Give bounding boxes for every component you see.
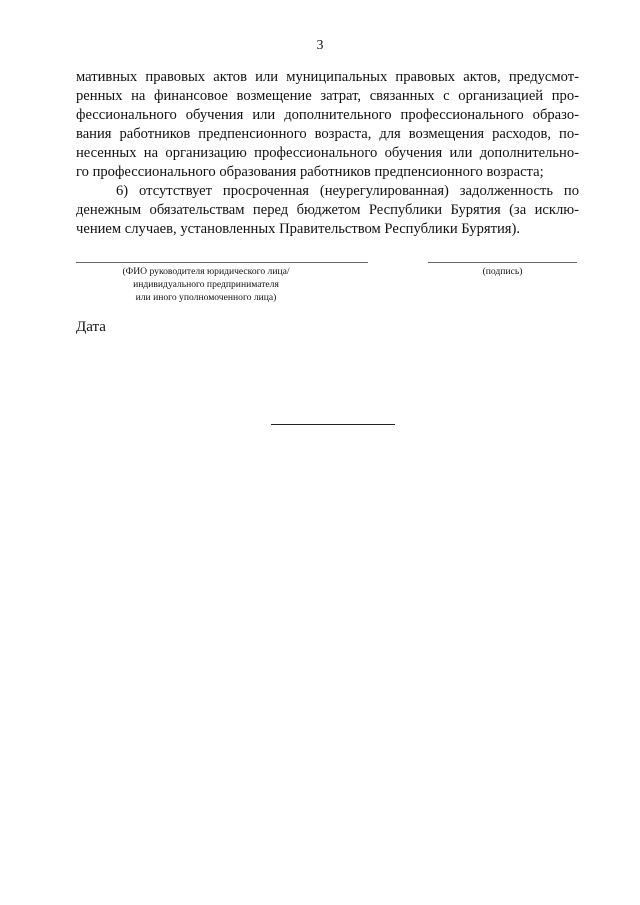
item-6-line: денежным обязательствам перед бюджетом Республики Бурятия (за исклю- xyxy=(76,202,579,218)
paragraph-line: ренных на финансовое возмещение затрат, связанных с организацией про- xyxy=(76,88,579,104)
signature-caption: (подпись) xyxy=(482,266,523,277)
closing-line xyxy=(271,424,395,425)
paragraph-line: фессионального обучения или дополнительного профессионального образо- xyxy=(76,107,579,123)
paragraph-line: го профессионального образования работников предпенсионного возраста; xyxy=(76,164,544,180)
paragraph-line: мативных правовых актов или муниципальных правовых актов, предусмот- xyxy=(76,69,579,85)
paragraph-line: вания работников предпенсионного возраста, для возмещения расходов, по- xyxy=(76,126,579,142)
name-signature-line xyxy=(76,262,368,263)
document-body xyxy=(76,68,579,239)
page-number: 3 xyxy=(316,38,324,53)
date-label: Дата xyxy=(76,319,106,335)
name-caption xyxy=(96,265,316,304)
item-6-line: 6) отсутствует просроченная (неурегулированная) задолженность по xyxy=(116,183,579,199)
paragraph-line: несенных на организацию профессионального обучения или дополнительно- xyxy=(76,145,579,161)
signature-line xyxy=(428,262,577,263)
item-6-line: чением случаев, установленных Правительством Республики Бурятия). xyxy=(76,221,521,237)
name-caption-line: или иного уполномоченного лица) xyxy=(135,292,277,303)
name-caption-line: (ФИО руководителя юридического лица/ xyxy=(122,266,290,277)
name-caption-line: индивидуального предпринимателя xyxy=(133,279,279,290)
